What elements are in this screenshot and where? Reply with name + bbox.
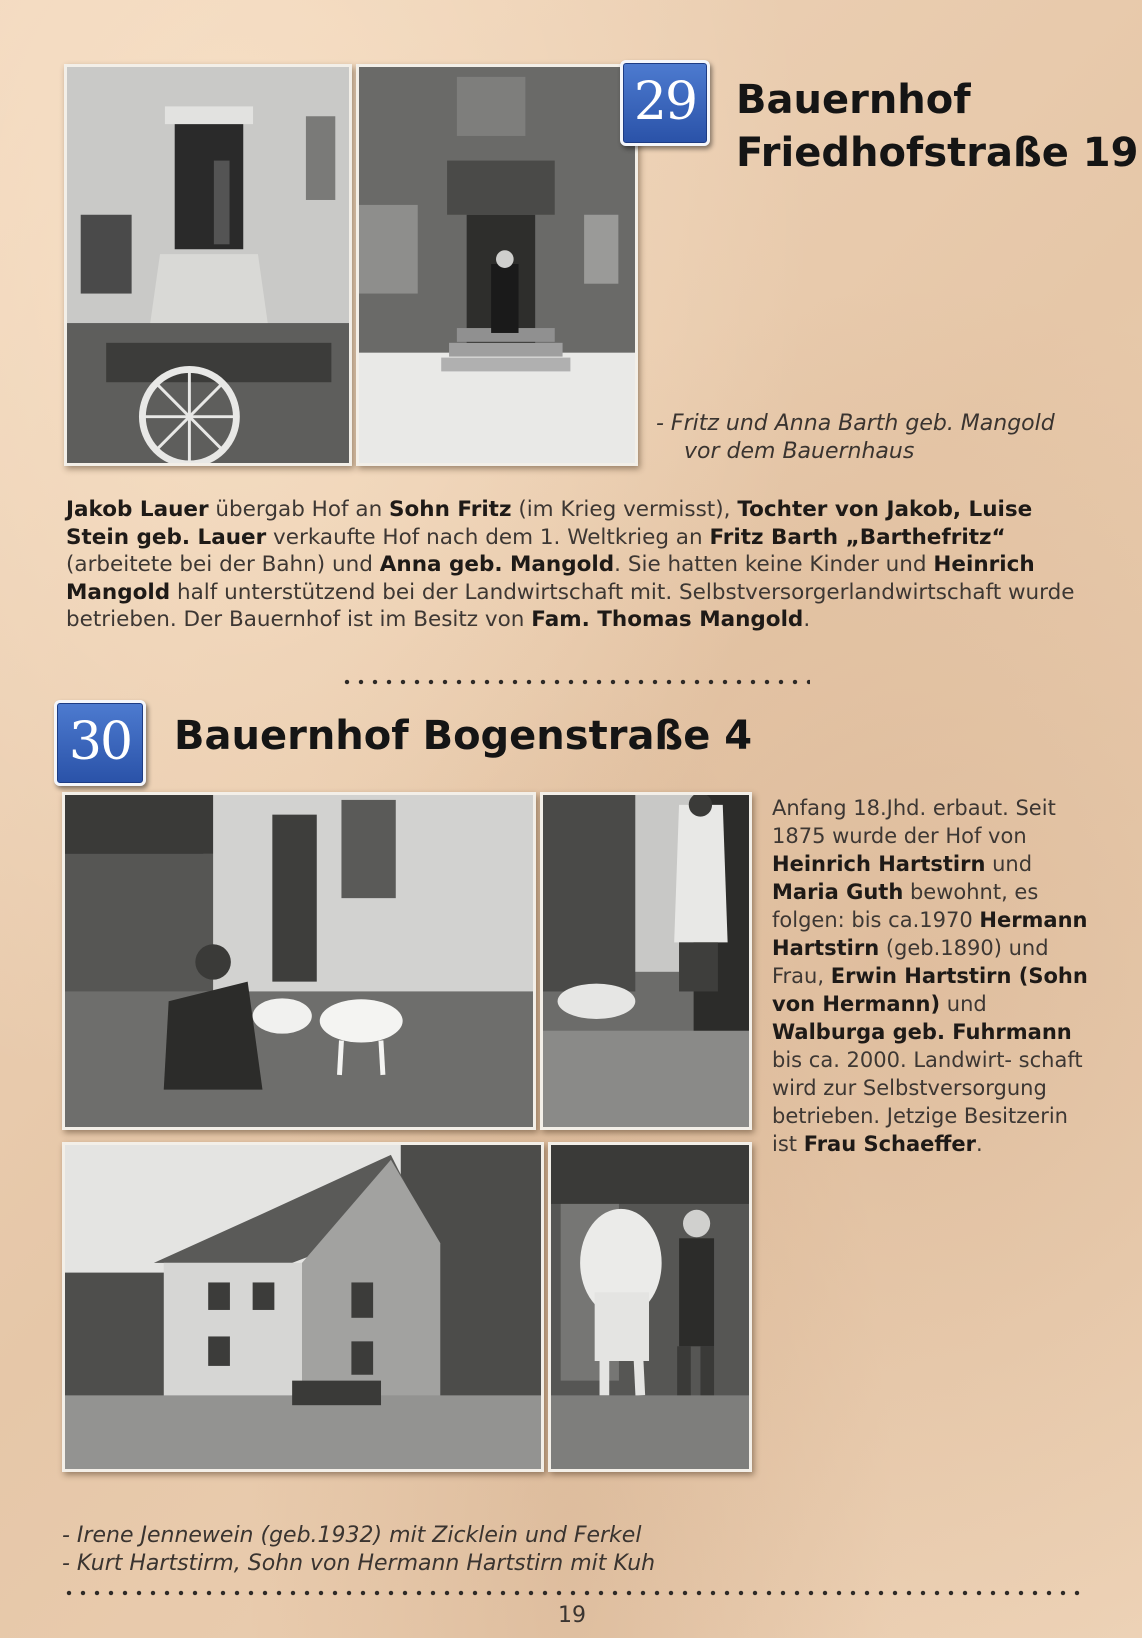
name-jakob-lauer: Jakob Lauer (66, 497, 209, 522)
section-30-description (772, 794, 1088, 1158)
section-divider-dots (340, 679, 810, 685)
description-text: und (940, 992, 987, 1016)
photo-boy-with-cow (548, 1142, 752, 1472)
description-text: . (976, 1132, 983, 1156)
section-30-number-badge: 30 (54, 700, 146, 786)
description-text: (geb.1890) und Frau, (772, 936, 1049, 988)
section-29-paragraph (66, 496, 1098, 634)
photo-farmhouse-exterior (62, 1142, 544, 1472)
section-29-title-line2: Friedhofstraße 19 (736, 130, 1139, 176)
name-heinrich-mangold: Heinrich Mangold (66, 552, 1035, 605)
photo-piglet-and-woman-image (543, 795, 749, 1127)
name-walburga-fuhrmann: Walburga geb. Fuhrmann (772, 1020, 1072, 1044)
photo-boy-with-cow-image (551, 1145, 749, 1469)
paragraph-text: übergab Hof an (208, 497, 390, 522)
footer-divider-dots (62, 1590, 1084, 1596)
name-fritz-barth: Fritz Barth „Barthefritz“ (709, 524, 1006, 550)
section-30-title: Bauernhof Bogenstraße 4 (174, 713, 753, 759)
photo-woman-with-goats (62, 792, 536, 1130)
page-number: 19 (558, 1603, 586, 1628)
photo-woman-with-goats-image (65, 795, 533, 1127)
description-text: bis ca. 2000. Landwirt- schaft wird zur Selbstversorgung betrieben. Jetzige Besitzerin ist (772, 1048, 1083, 1156)
name-luise-stein: Tochter von Jakob, Luise Stein geb. Lauer (66, 497, 1033, 550)
section-29-caption-line2: vor dem Bauernhaus (684, 439, 915, 464)
name-anna-mangold: Anna geb. Mangold (379, 552, 615, 577)
paragraph-text: . (803, 607, 811, 632)
paragraph-text: (im Krieg vermisst), (511, 497, 738, 522)
name-sohn-fritz: Sohn Fritz (389, 497, 512, 522)
paragraph-text: half unterstützend bei der Landwirtschaft mit. Selbstversorgerlandwirtschaft wurde betrieben. Der Bauernhof ist im Besitz von (66, 579, 1075, 632)
name-thomas-mangold: Fam. Thomas Mangold (531, 607, 804, 632)
photo-piglet-and-woman (540, 792, 752, 1130)
section-29-number-badge: 29 (620, 60, 710, 146)
paragraph-text: verkaufte Hof nach dem 1. Weltkrieg an (266, 524, 710, 550)
section-30-caption-line2: - Kurt Hartstirm, Sohn von Hermann Hartstirn mit Kuh (62, 1551, 656, 1576)
photo-farmhouse-exterior-image (65, 1145, 541, 1469)
description-text: bewohnt, es folgen: bis ca.1970 (772, 880, 1039, 932)
photo-farmhouse-entrance (64, 64, 352, 466)
name-heinrich-hartstirn: Heinrich Hartstirn (772, 852, 986, 876)
description-text: und (985, 852, 1033, 876)
photo-person-on-steps-image (359, 67, 635, 463)
paragraph-text: (arbeitete bei der Bahn) und (66, 552, 380, 577)
photo-person-on-steps (356, 64, 638, 466)
photo-farmhouse-entrance-image (67, 67, 349, 463)
name-erwin-hartstirn: Erwin Hartstirn (Sohn von Hermann) (772, 964, 1088, 1016)
section-30-caption-line1: - Irene Jennewein (geb.1932) mit Zicklein und Ferkel (62, 1523, 642, 1548)
name-maria-guth: Maria Guth (772, 880, 904, 904)
description-text: Anfang 18.Jhd. erbaut. Seit 1875 wurde der Hof von (772, 796, 1056, 848)
name-hermann-hartstirn: Hermann Hartstirn (772, 908, 1088, 960)
paragraph-text: . Sie hatten keine Kinder und (614, 552, 934, 577)
section-29-title-line1: Bauernhof (736, 77, 971, 123)
section-29-caption-line1: - Fritz und Anna Barth geb. Mangold (656, 411, 1055, 436)
name-frau-schaeffer: Frau Schaeffer (803, 1132, 977, 1156)
